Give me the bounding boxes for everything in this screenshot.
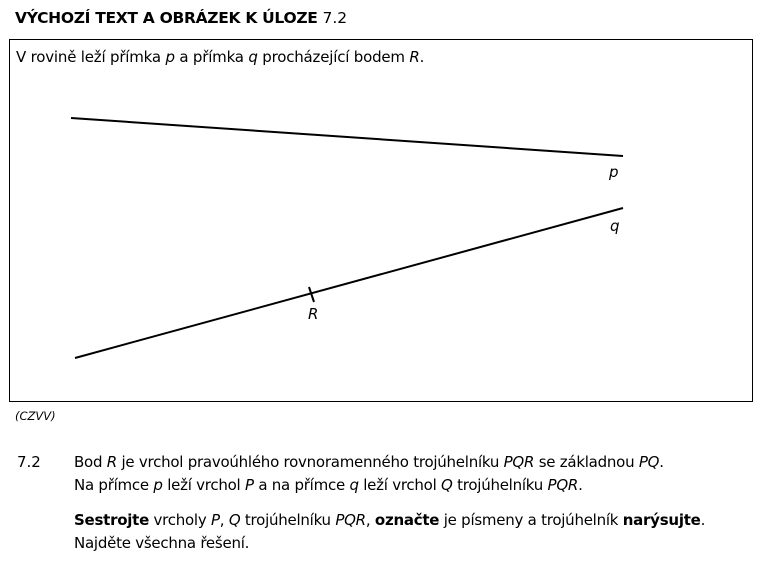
text-part: trojúhelníku bbox=[452, 475, 548, 494]
text-part: vrcholy bbox=[149, 511, 211, 529]
task-line-1 bbox=[74, 451, 764, 474]
task-text bbox=[74, 451, 764, 554]
vertex-p: P bbox=[211, 511, 220, 529]
text-part: , bbox=[365, 511, 375, 529]
text-part: Na přímce bbox=[74, 475, 154, 494]
triangle-pqr: PQR bbox=[335, 511, 366, 529]
intro-line-p: p bbox=[165, 48, 175, 66]
text-part: . bbox=[578, 475, 583, 494]
source-note: (CZVV) bbox=[15, 409, 56, 423]
intro-part: procházející bodem bbox=[257, 48, 410, 66]
intro-line-q: q bbox=[248, 48, 258, 66]
line-q-ref: q bbox=[349, 475, 359, 494]
task-line-4: Najděte všechna řešení. bbox=[74, 533, 250, 552]
task-line-3 bbox=[74, 509, 764, 532]
text-part: , bbox=[219, 511, 229, 529]
text-part: je písmeny a trojúhelník bbox=[439, 511, 623, 529]
text-part: je vrchol pravoúhlého rovnoramenného trojúhelníku bbox=[116, 453, 504, 471]
keyword-sestrojte: Sestrojte bbox=[74, 511, 150, 529]
vertex-q: Q bbox=[441, 475, 453, 494]
intro-point-r: R bbox=[409, 48, 420, 66]
line-q bbox=[75, 208, 623, 358]
keyword-oznacte: označte bbox=[374, 511, 440, 529]
keyword-narysujte: narýsujte bbox=[622, 511, 701, 529]
label-q: q bbox=[610, 217, 620, 235]
task-line-2 bbox=[74, 474, 764, 497]
intro-part: V rovině leží přímka bbox=[16, 48, 166, 66]
triangle-pqr: PQR bbox=[503, 453, 535, 471]
text-part: . bbox=[659, 453, 664, 471]
text-part: leží vrchol bbox=[162, 475, 245, 494]
text-part: Bod bbox=[74, 453, 107, 471]
vertex-q: Q bbox=[228, 511, 241, 529]
heading-title: VÝCHOZÍ TEXT A OBRÁZEK K ÚLOZE bbox=[15, 9, 318, 27]
text-part: trojúhelníku bbox=[240, 511, 336, 529]
heading-number: 7.2 bbox=[322, 9, 348, 27]
base-pq: PQ bbox=[638, 453, 660, 471]
point-r: R bbox=[106, 453, 117, 471]
figure-box bbox=[9, 39, 753, 402]
label-p: p bbox=[609, 163, 619, 181]
geometry-figure bbox=[10, 40, 752, 401]
text-part: se základnou bbox=[534, 453, 639, 471]
intro-part: a přímka bbox=[174, 48, 249, 66]
line-p-ref: p bbox=[153, 475, 163, 494]
task-number: 7.2 bbox=[17, 453, 41, 471]
text-part: leží vrchol bbox=[358, 475, 442, 494]
task-heading bbox=[15, 8, 347, 28]
intro-part: . bbox=[419, 48, 425, 66]
line-p bbox=[71, 118, 623, 156]
label-r: R bbox=[308, 305, 319, 323]
text-part: . bbox=[700, 511, 706, 529]
vertex-p: P bbox=[245, 475, 254, 494]
text-part: a na přímce bbox=[253, 475, 350, 494]
triangle-pqr: PQR bbox=[547, 475, 579, 494]
